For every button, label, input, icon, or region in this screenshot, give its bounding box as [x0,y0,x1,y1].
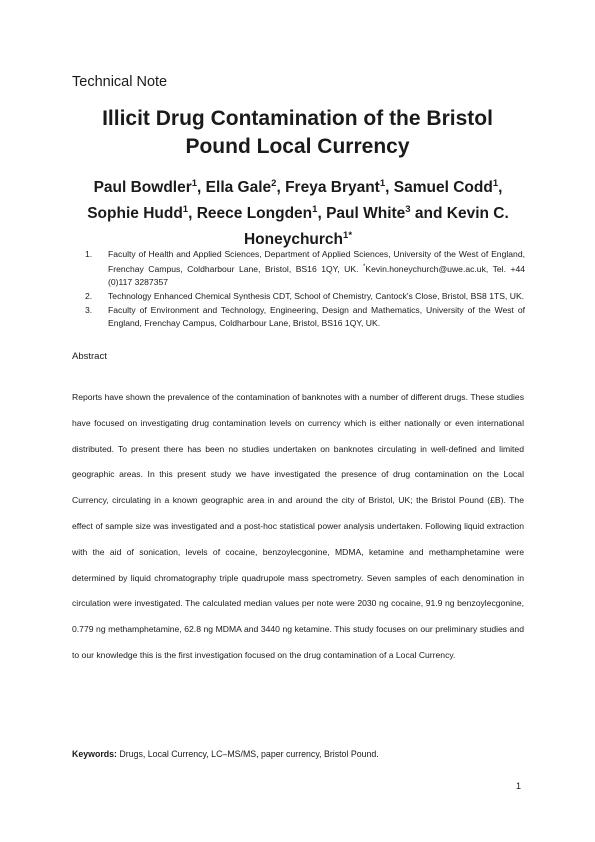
author-list: Paul Bowdler$^1$, Ella Gale$^2$, Freya Bryant$^1$, Samuel Codd$^1$, Sophie Hudd$^1$, Reece Longden$^1$, Paul White$^3$ and Kevin C. Honeychurch$^{1*}$ [87,178,509,249]
affiliation-text: Faculty of Health and Applied Sciences, Department of Applied Sciences, University of the West of England, Frenchay Campus, Coldharbour Lane, Bristol, BS16 1QY, UK. [108,249,525,274]
corresponding-mark: * [363,264,366,270]
affiliation-item [85,304,525,330]
author: Reece Longden$^1$ [196,204,318,223]
author: Freya Bryant$^1$ [285,178,386,197]
affiliation-number: 3. [85,304,93,315]
affiliation-number: 2. [85,290,93,301]
affiliation-item [85,248,525,289]
title-line-1: Illicit Drug Contamination of the Bristol [102,107,493,130]
author: Paul White$^3$ [326,204,411,223]
affiliation-number: 1. [85,249,93,259]
author: Ella Gale$^2$ [205,178,277,197]
keywords-text: Drugs, Local Currency, LC–MS/MS, paper currency, Bristol Pound. [116,749,379,759]
affiliation-item [85,290,525,303]
page-number: 1 [516,781,522,791]
affiliation-text: Faculty of Environment and Technology, Engineering, Design and Mathematics, University of the West of England, Frenchay Campus, Coldharbour Lane, Bristol, BS16 1QY, UK. [108,304,525,328]
article-type-label: Technical Note [72,74,168,90]
author: Kevin C. Honeychurch$^{1*}$ [243,205,509,249]
author: Sophie Hudd$^1$ [87,204,189,223]
abstract-heading: Abstract [72,351,107,362]
keywords-label: Keywords: [72,749,117,759]
corresponding-contact[interactable]: Kevin.honeychurch@uwe.ac.uk, Tel. +44 (0)117 3287357 [108,263,526,287]
author: Paul Bowdler$^1$ [93,178,198,197]
title-line-2: Pound Local Currency [185,135,410,158]
keywords-line [72,749,379,759]
affiliation-list [85,248,525,331]
paper-title [60,105,535,161]
affiliation-text: Technology Enhanced Chemical Synthesis CDT, School of Chemistry, Cantock's Close, Bristol, BS8 1TS, UK. [108,290,525,301]
author: Samuel Codd$^1$ [393,178,499,197]
abstract-body: Reports have shown the prevalence of the contamination of banknotes with a number of different drugs. These studies have focused on investigating drug contamination levels on currency which is either nationally or even international distributed. To present there has been no studies undertaken on banknotes circulating in well-defined and limited geographic areas. In this present study we have investigated the presence of drug contamination on the Local Currency, circulating in a known geographic area in and around the city of Bristol, UK; the Bristol Pound (£B). The effect of sample size was investigated and a post-hoc statistical power analysis undertaken. Following liquid extraction with the aid of sonication, levels of cocaine, benzoylecgonine, MDMA, ketamine and methamphetamine were determined by liquid chromatography triple quadrupole mass spectrometry. Seven samples of each denomination in circulation were investigated. The calculated median values per note were 2030 ng cocaine, 91.9 ng benzoylecgonine, 0.779 ng methamphetamine, 62.8 ng MDMA and 3440 ng ketamine. This study focuses on our preliminary studies and to our knowledge this is the first investigation focused on the drug contamination of a Local Currency. [72,392,524,660]
